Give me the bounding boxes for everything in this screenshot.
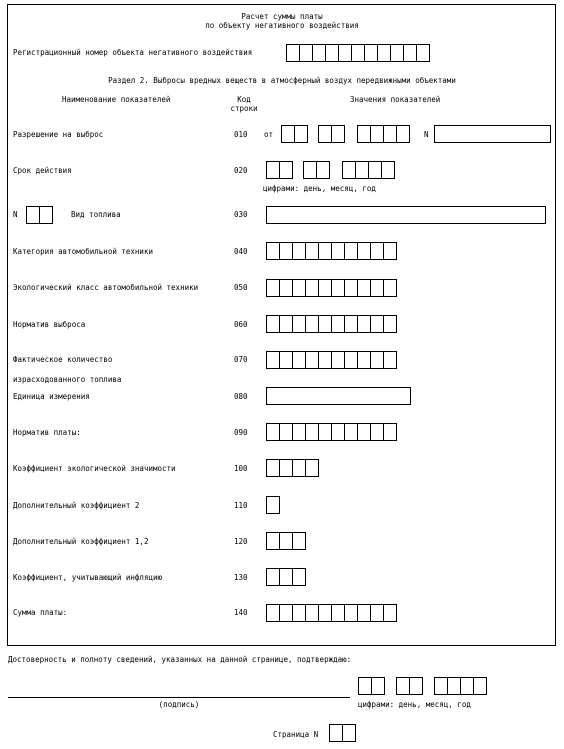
sign-month-cells[interactable] <box>396 677 422 695</box>
validity-hint: цифрами: день, месяц, год <box>263 184 376 193</box>
inflation-coef-code: 130 <box>234 573 248 582</box>
fuel-label: Вид топлива <box>71 210 121 219</box>
fee-sum-label: Сумма платы: <box>13 608 68 617</box>
eco-coef-code: 100 <box>234 464 248 473</box>
confirmation-text: Достоверность и полноту сведений, указанных на данной странице, подтверждаю: <box>8 655 352 664</box>
fuel-type-field[interactable] <box>266 206 546 224</box>
eco-class-cells[interactable] <box>266 279 396 297</box>
col-values-header: Значения показателей <box>350 95 441 104</box>
inflation-coef-label: Коэффициент, учитывающий инфляцию <box>13 573 163 582</box>
reg-number-label: Регистрационный номер объекта негативного воздействия <box>13 48 253 57</box>
unit-code: 080 <box>234 392 248 401</box>
eco-class-label: Экологический класс автомобильной техники <box>13 283 199 292</box>
emission-norm-cells[interactable] <box>266 315 396 333</box>
col-code-header-2: строки <box>230 104 258 113</box>
actual-qty-label: Фактическое количество <box>13 355 113 364</box>
sign-day-cells[interactable] <box>358 677 384 695</box>
unit-field[interactable] <box>266 387 411 405</box>
extra-coef12-label: Дополнительный коэффициент 1,2 <box>13 537 149 546</box>
form-subtitle: по объекту негативного воздействия <box>205 21 359 30</box>
page-number-cells[interactable] <box>329 724 355 742</box>
page-label: Страница N <box>273 730 319 739</box>
permit-code: 010 <box>234 130 248 139</box>
actual-qty-code: 070 <box>234 355 248 364</box>
fuel-num-cells[interactable] <box>26 206 52 224</box>
fee-norm-code: 090 <box>234 428 248 437</box>
actual-qty-cells[interactable] <box>266 351 396 369</box>
category-cells[interactable] <box>266 242 396 260</box>
col-code-header: Код <box>237 95 251 104</box>
permit-day-cells[interactable] <box>281 125 307 143</box>
category-code: 040 <box>234 247 248 256</box>
extra-coef2-label: Дополнительный коэффициент 2 <box>13 501 140 510</box>
validity-day-cells[interactable] <box>266 161 292 179</box>
validity-year-cells[interactable] <box>342 161 394 179</box>
fee-norm-label: Норматив платы: <box>13 428 81 437</box>
eco-coef-label: Коэффициент экологической значимости <box>13 464 176 473</box>
validity-code: 020 <box>234 166 248 175</box>
reg-number-cells[interactable] <box>286 44 429 62</box>
eco-coef-cells[interactable] <box>266 459 318 477</box>
permit-label: Разрешение на выброс <box>13 130 104 139</box>
permit-number-field[interactable] <box>434 125 551 143</box>
eco-class-code: 050 <box>234 283 248 292</box>
extra-coef12-cells[interactable] <box>266 532 305 550</box>
validity-month-cells[interactable] <box>303 161 329 179</box>
signature-line[interactable] <box>8 697 350 698</box>
unit-label: Единица измерения <box>13 392 90 401</box>
extra-coef12-code: 120 <box>234 537 248 546</box>
validity-label: Срок действия <box>13 166 72 175</box>
extra-coef2-code: 110 <box>234 501 248 510</box>
fee-norm-cells[interactable] <box>266 423 396 441</box>
form-title: Расчет суммы платы <box>241 12 323 21</box>
permit-year-cells[interactable] <box>357 125 409 143</box>
actual-qty-label-2: израсходованного топлива <box>13 375 122 384</box>
extra-coef2-cells[interactable] <box>266 496 279 514</box>
permit-from-label: от <box>264 130 274 139</box>
permit-month-cells[interactable] <box>318 125 344 143</box>
fuel-code: 030 <box>234 210 248 219</box>
fuel-num-label: N <box>13 210 18 219</box>
fee-sum-code: 140 <box>234 608 248 617</box>
fee-sum-cells[interactable] <box>266 604 396 622</box>
col-name-header: Наименование показателей <box>62 95 171 104</box>
emission-norm-code: 060 <box>234 320 248 329</box>
section-title: Раздел 2. Выбросы вредных веществ в атмосферный воздух передвижными объектами <box>108 76 456 85</box>
sign-date-hint: цифрами: день, месяц, год <box>358 700 471 709</box>
signature-caption: (подпись) <box>158 700 200 709</box>
sign-year-cells[interactable] <box>434 677 486 695</box>
permit-num-label: N <box>424 130 429 139</box>
category-label: Категория автомобильной техники <box>13 247 153 256</box>
inflation-coef-cells[interactable] <box>266 568 305 586</box>
emission-norm-label: Норматив выброса <box>13 320 86 329</box>
